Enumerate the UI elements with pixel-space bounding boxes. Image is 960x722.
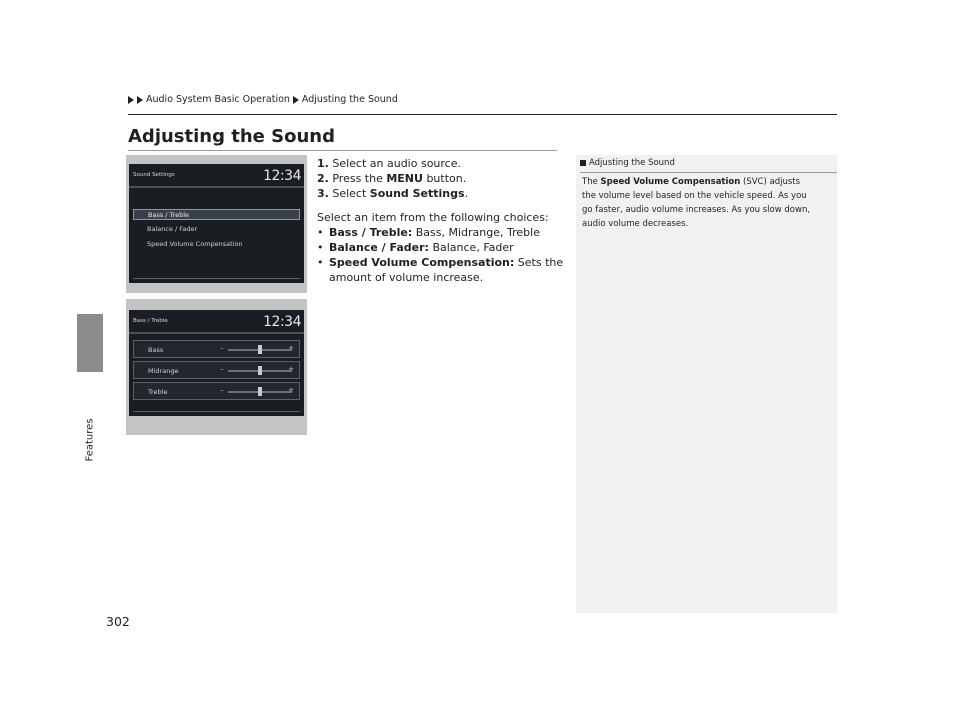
screen-title: Sound Settings <box>133 172 175 178</box>
minus-icon: – <box>220 344 224 352</box>
section-tab-marker <box>77 314 103 372</box>
breadcrumb-arrow-icon <box>128 96 134 104</box>
choice-balance-fader: • Balance / Fader: Balance, Fader <box>317 241 514 254</box>
breadcrumb-arrow-icon <box>137 96 143 104</box>
screen-clock: 12:34 <box>263 168 301 184</box>
page-number: 302 <box>106 614 130 629</box>
adjust-row-midrange <box>133 361 300 379</box>
choices-intro: Select an item from the following choices: <box>317 211 549 224</box>
level-slider-knob <box>258 345 262 354</box>
sound-settings-screenshot <box>126 155 307 293</box>
menu-item-bass-treble: Bass / Treble <box>133 209 300 220</box>
screen-display <box>129 310 304 416</box>
level-slider-knob <box>258 366 262 375</box>
screen-footer-bar <box>133 411 300 412</box>
header-rule <box>128 114 837 115</box>
breadcrumb-item: Adjusting the Sound <box>301 94 398 105</box>
page-title: Adjusting the Sound <box>128 126 335 147</box>
screen-header-bar <box>129 332 304 334</box>
note-marker-icon <box>580 160 586 166</box>
minus-icon: – <box>220 386 224 394</box>
level-slider-track <box>228 349 292 351</box>
level-slider-knob <box>258 387 262 396</box>
screen-header-bar <box>129 186 304 188</box>
row-label: Bass <box>148 346 164 354</box>
screen-clock: 12:34 <box>263 314 301 330</box>
step-1: 1. Select an audio source. <box>317 157 461 170</box>
note-rule <box>580 172 837 173</box>
choice-speed-volume-compensation: • Speed Volume Compensation: Sets the <box>317 256 564 269</box>
menu-item-speed-volume-compensation: Speed Volume Compensation <box>147 240 243 248</box>
side-note <box>576 155 837 613</box>
breadcrumb <box>128 94 398 105</box>
menu-item-balance-fader: Balance / Fader <box>147 225 198 233</box>
note-heading: Adjusting the Sound <box>580 158 675 168</box>
note-body: The Speed Volume Compensation (SVC) adjusts the volume level based on the vehicle speed. As you go faster, audio volume increases. As you slow down, audio volume decreases. <box>582 177 811 229</box>
choice-bass-treble: • Bass / Treble: Bass, Midrange, Treble <box>317 226 540 239</box>
screen-display <box>129 164 304 283</box>
adjust-row-treble <box>133 382 300 400</box>
step-2: 2. Press the MENU button. <box>317 172 467 185</box>
plus-icon: + <box>288 344 294 352</box>
screen-footer-bar <box>133 278 300 279</box>
row-label: Midrange <box>148 367 179 375</box>
level-slider-track <box>228 391 292 393</box>
instructions <box>317 156 564 285</box>
plus-icon: + <box>288 365 294 373</box>
minus-icon: – <box>220 365 224 373</box>
breadcrumb-arrow-icon <box>293 96 299 104</box>
screen-title: Bass / Treble <box>133 318 168 324</box>
choice-continuation: amount of volume increase. <box>329 271 484 284</box>
section-tab-label: Features <box>84 418 96 462</box>
step-3: 3. Select Sound Settings. <box>317 187 469 200</box>
level-slider-track <box>228 370 292 372</box>
title-rule <box>128 150 557 151</box>
plus-icon: + <box>288 386 294 394</box>
row-label: Treble <box>148 388 168 396</box>
bass-treble-screenshot <box>126 299 307 435</box>
adjust-row-bass <box>133 340 300 358</box>
breadcrumb-item: Audio System Basic Operation <box>146 94 290 105</box>
